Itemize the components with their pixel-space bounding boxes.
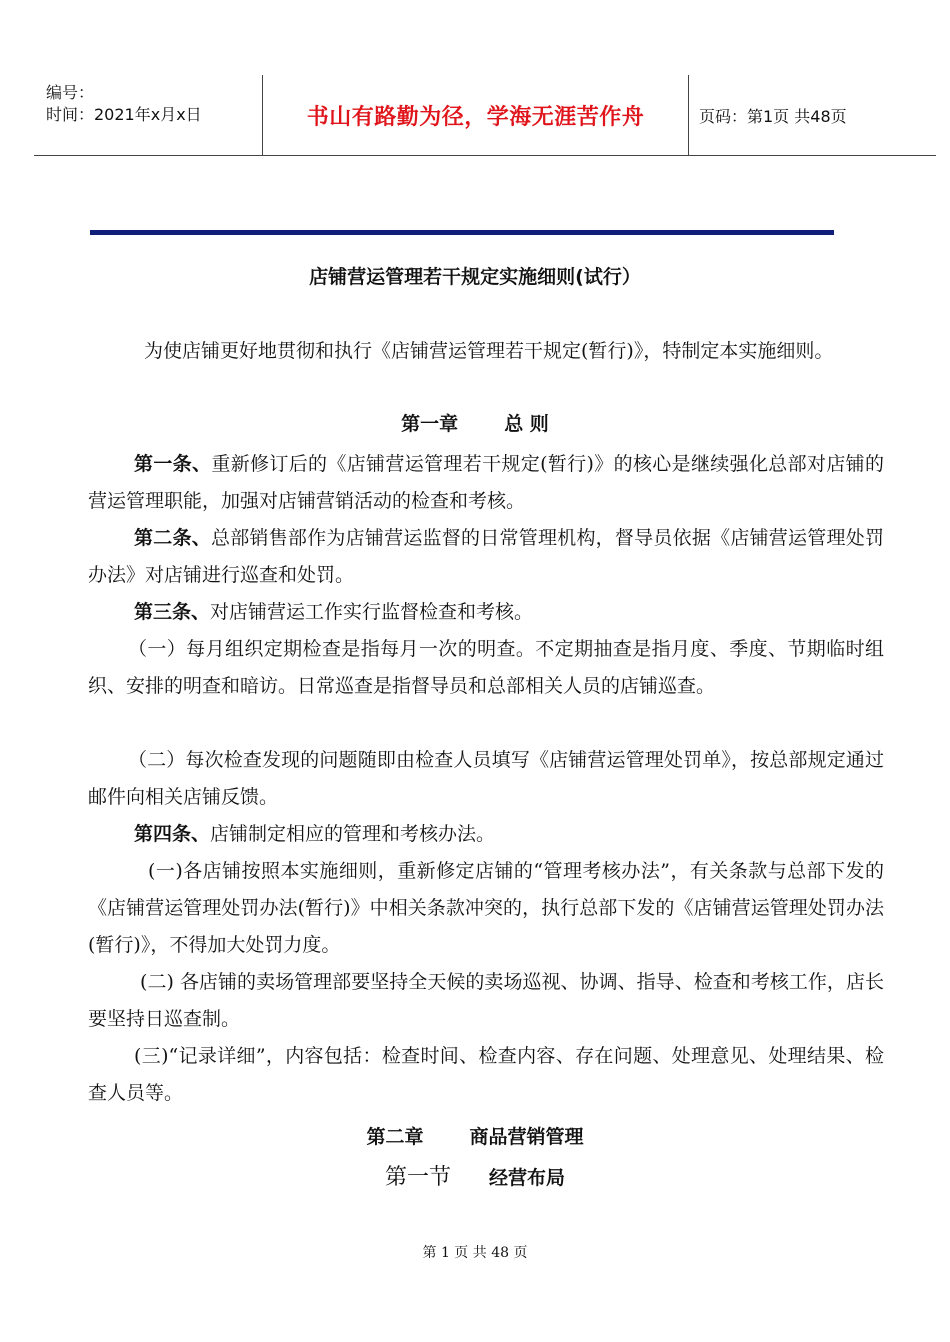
section-number: 第一节 (384, 1165, 451, 1190)
article-label: 第一条、 (134, 453, 212, 475)
header-page-info: 页码：第1页 共48页 (699, 106, 847, 126)
article-text: 对店铺营运工作实行监督检查和考核。 (210, 601, 534, 623)
article-2 (88, 520, 884, 594)
article-4-item-2: (二) 各店铺的卖场管理部要坚持全天候的卖场巡视、协调、指导、检查和考核工作，店长要坚持日巡查制。 (88, 971, 884, 1030)
article-4 (88, 816, 884, 853)
article-4-item-3: (三)“记录详细”，内容包括：检查时间、检查内容、存在问题、处理意见、处理结果、检查人员等。 (88, 1045, 884, 1104)
document-time-label: 时间：2021年x月x日 (46, 105, 202, 124)
header-motto: 书山有路勤为径，学海无涯苦作舟 (263, 75, 689, 155)
article-text: 总部销售部作为店铺营运监督的日常管理机构，督导员依据《店铺营运管理处罚办法》对店铺进行巡查和处罚。 (88, 527, 884, 586)
article-1 (88, 446, 884, 520)
section-1-heading (0, 1160, 950, 1191)
article-3-item-2: （二）每次检查发现的问题随即由检查人员填写《店铺营运管理处罚单》，按总部规定通过邮件向相关店铺反馈。 (88, 749, 884, 808)
document-title: 店铺营运管理若干规定实施细则(试行） (309, 266, 641, 288)
page-footer: 第 1 页 共 48 页 (422, 1245, 528, 1261)
article-4-item-1: (一)各店铺按照本实施细则，重新修定店铺的“管理考核办法”，有关条款与总部下发的《店铺营运管理处罚办法(暂行)》中相关条款冲突的，执行总部下发的《店铺营运管理处罚办法(暂行)》，不得加大处罚力度。 (88, 860, 884, 956)
chapter-name: 商品营销管理 (469, 1126, 584, 1148)
article-text: 店铺制定相应的管理和考核办法。 (210, 823, 496, 845)
title-divider (90, 230, 834, 235)
page-header (34, 75, 936, 156)
chapter-number: 第二章 (366, 1126, 424, 1148)
article-label: 第三条、 (134, 601, 211, 623)
chapter-2-heading (0, 1122, 950, 1149)
article-3 (88, 594, 884, 631)
chapter-number: 第一章 (401, 413, 459, 435)
article-text: 重新修订后的《店铺营运管理若干规定(暂行)》的核心是继续强化总部对店铺的营运管理职能，加强对店铺营销活动的检查和考核。 (88, 453, 884, 512)
intro-paragraph: 为使店铺更好地贯彻和执行《店铺营运管理若干规定(暂行)》，特制定本实施细则。 (144, 340, 834, 362)
article-3-item-1: （一）每月组织定期检查是指每月一次的明查。不定期抽查是指月度、季度、节期临时组织、安排的明查和暗访。日常巡查是指督导员和总部相关人员的店铺巡查。 (88, 638, 884, 697)
chapter-1-heading (0, 409, 950, 436)
section-name: 经营布局 (489, 1167, 566, 1189)
article-label: 第四条、 (134, 823, 211, 845)
article-label: 第二条、 (134, 527, 211, 549)
header-meta-cell (34, 75, 263, 155)
document-number-label: 编号： (46, 83, 95, 102)
chapter-name: 总 则 (504, 413, 549, 435)
